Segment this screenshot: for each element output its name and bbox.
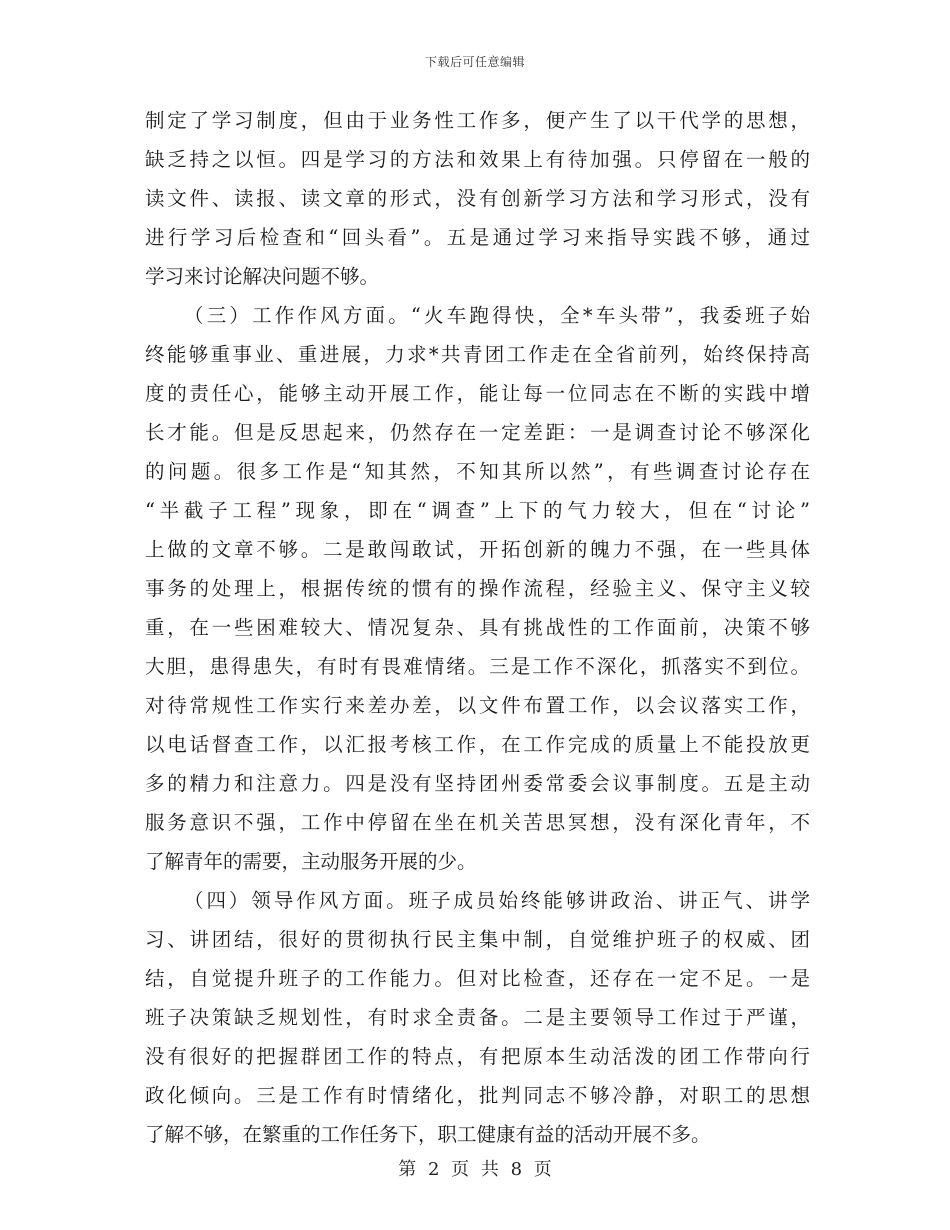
text-line: “半截子工程”现象，即在“调查”上下的气力较大，但在“讨论” [145, 499, 810, 522]
text-line: 度的责任心，能够主动开展工作，能让每一位同志在不断的实践中增 [145, 382, 810, 405]
text-line: 缺乏持之以恒。四是学习的方法和效果上有待加强。只停留在一般的 [145, 148, 810, 171]
text-line: 对待常规性工作实行来差办差，以文件布置工作，以会议落实工作， [145, 694, 810, 717]
text-line: 读文件、读报、读文章的形式，没有创新学习方法和学习形式，没有 [145, 187, 810, 210]
text-line: 制定了学习制度，但由于业务性工作多，便产生了以干代学的思想， [145, 109, 810, 132]
text-line: 以电话督查工作，以汇报考核工作，在工作完成的质量上不能投放更 [145, 733, 810, 756]
text-line: 服务意识不强，工作中停留在坐在机关苦思冥想，没有深化青年，不 [145, 811, 810, 834]
text-line: （三）工作作风方面。“火车跑得快，全*车头带”，我委班子始 [184, 304, 810, 327]
text-line: 进行学习后检查和“回头看”。五是通过学习来指导实践不够，通过 [145, 226, 810, 249]
text-line: 上做的文章不够。二是敢闯敢试，开拓创新的魄力不强，在一些具体 [145, 538, 810, 561]
text-line: 终能够重事业、重进展，力求*共青团工作走在全省前列，始终保持高 [145, 343, 810, 366]
document-body [145, 101, 810, 1154]
text-line: 习、讲团结，很好的贯彻执行民主集中制，自觉维护班子的权威、团 [145, 928, 810, 951]
page-header: 下载后可任意编辑 [424, 55, 525, 69]
text-line: 长才能。但是反思起来，仍然存在一定差距：一是调查讨论不够深化 [145, 421, 810, 444]
text-line: 班子决策缺乏规划性，有时求全责备。二是主要领导工作过于严谨， [145, 1006, 810, 1029]
text-line: 结，自觉提升班子的工作能力。但对比检查，还存在一定不足。一是 [145, 967, 810, 990]
page-number: 第 2 页 共 8 页 [398, 1159, 552, 1180]
text-line: 重，在一些困难较大、情况复杂、具有挑战性的工作面前，决策不够 [145, 616, 810, 639]
text-line: 了解不够，在繁重的工作任务下，职工健康有益的活动开展不多。 [145, 1123, 711, 1146]
text-line: 事务的处理上，根据传统的惯有的操作流程，经验主义、保守主义较 [145, 577, 810, 600]
text-line: 了解青年的需要，主动服务开展的少。 [145, 850, 477, 873]
text-line: 没有很好的把握群团工作的特点，有把原本生动活泼的团工作带向行 [145, 1045, 810, 1068]
text-line: 的问题。很多工作是“知其然，不知其所以然”，有些调查讨论存在 [145, 460, 810, 483]
text-line: 学习来讨论解决问题不够。 [145, 265, 380, 288]
text-line: 政化倾向。三是工作有时情绪化，批判同志不够冷静，对职工的思想 [145, 1084, 810, 1107]
text-line: 大胆，患得患失，有时有畏难情绪。三是工作不深化，抓落实不到位。 [145, 655, 810, 678]
text-line: （四）领导作风方面。班子成员始终能够讲政治、讲正气、讲学 [184, 889, 810, 912]
text-line: 多的精力和注意力。四是没有坚持团州委常委会议事制度。五是主动 [145, 772, 810, 795]
